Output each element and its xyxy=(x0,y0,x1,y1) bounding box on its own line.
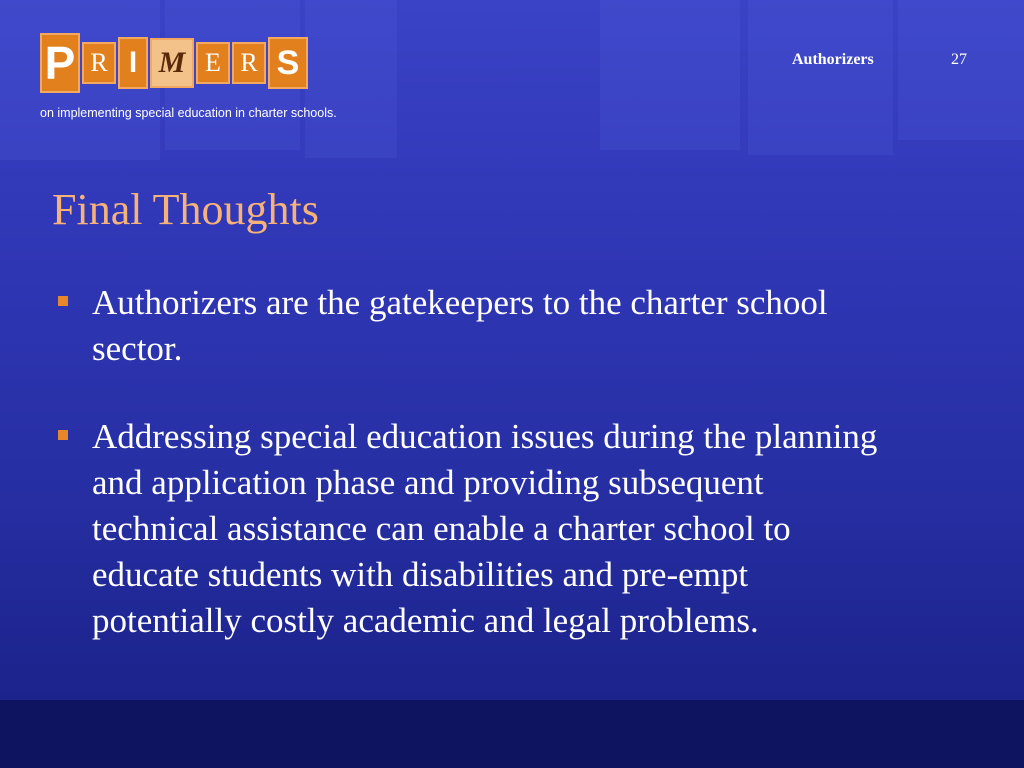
background-tile xyxy=(305,0,397,158)
bullet-text: Addressing special education issues during the planning and application phase and providing subsequent technical assistance can enable a charter school to educate students with disabilities and pre-empt potentially costly academic and legal problems. xyxy=(92,417,878,640)
logo-tile: R xyxy=(82,42,116,84)
logo-tagline: on implementing special education in charter schools. xyxy=(40,106,337,120)
logo-tile: S xyxy=(268,37,308,89)
square-bullet-icon xyxy=(58,296,68,306)
page-number: 27 xyxy=(951,51,967,68)
logo-tile: I xyxy=(118,37,148,89)
list-item xyxy=(56,280,886,372)
bullet-text: Authorizers are the gatekeepers to the charter school sector. xyxy=(92,283,828,368)
logo-tile: P xyxy=(40,33,80,93)
background-tile xyxy=(748,0,893,155)
logo-tile: E xyxy=(196,42,230,84)
bullet-list xyxy=(56,280,886,686)
logo-tile: M xyxy=(150,38,194,88)
list-item xyxy=(56,414,886,644)
primers-logo xyxy=(40,32,310,94)
section-label: Authorizers xyxy=(792,51,874,68)
slide-title: Final Thoughts xyxy=(52,185,319,234)
square-bullet-icon xyxy=(58,430,68,440)
background-tile xyxy=(600,0,740,150)
background-tile xyxy=(898,0,1024,140)
logo-tile: R xyxy=(232,42,266,84)
bottom-band xyxy=(0,700,1024,768)
